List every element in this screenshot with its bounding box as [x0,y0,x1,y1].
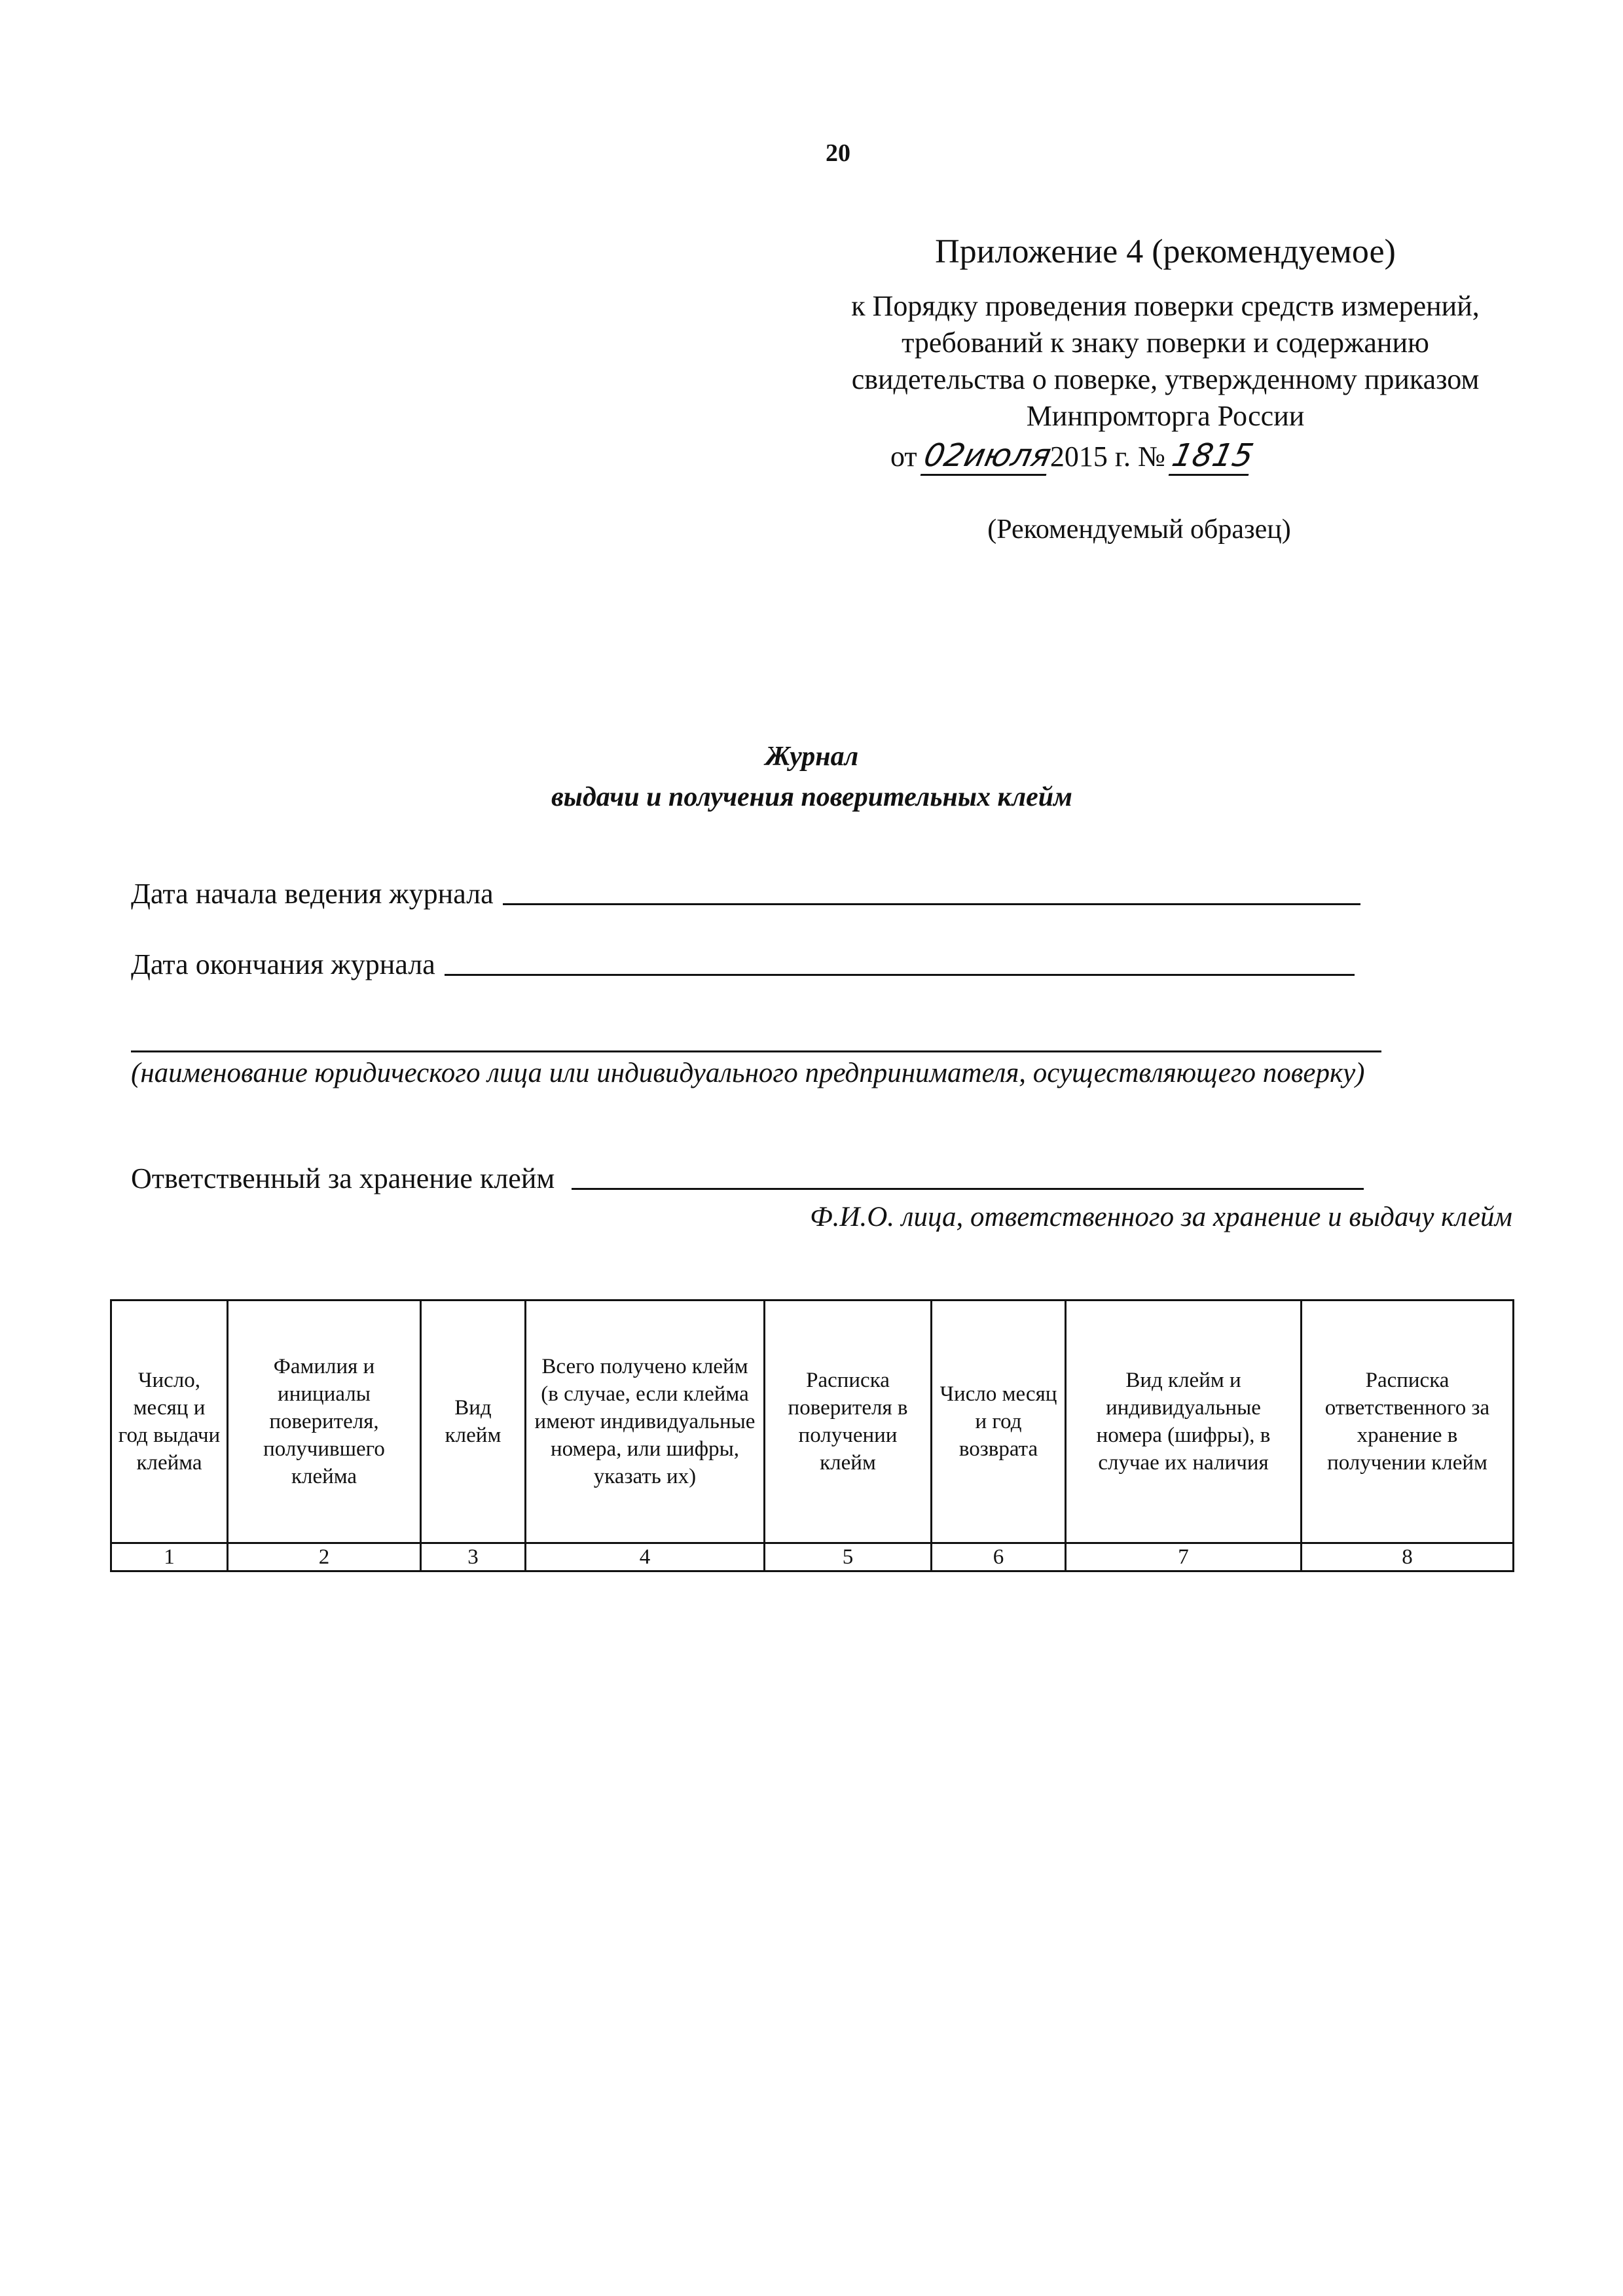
column-number: 3 [421,1543,526,1571]
order-line [890,437,1480,476]
journal-title [327,736,1296,817]
responsible-field[interactable] [572,1188,1364,1190]
column-number: 6 [932,1543,1066,1571]
end-date-field[interactable] [445,974,1355,976]
start-date-field[interactable] [503,903,1360,905]
appendix-line: требований к знаку поверки и содержанию [902,327,1429,359]
end-date-row [131,948,1414,981]
start-date-label: Дата начала ведения журнала [131,878,494,910]
column-number: 4 [526,1543,765,1571]
appendix-line: свидетельства о поверке, утвержденному приказом [851,363,1480,395]
entity-note: (наименование юридического лица или индивидуального предпринимателя, осуществляющего поверку) [131,1058,1365,1088]
responsible-note: Ф.И.О. лица, ответственного за хранение и выдачу клейм [810,1202,1512,1232]
responsible-label: Ответственный за хранение клейм [131,1162,555,1194]
header-verifier-receipt: Расписка поверителя в получении клейм [765,1300,932,1543]
order-prefix: от [890,440,917,473]
sample-label: (Рекомендуемый образец) [987,514,1291,545]
column-number: 7 [1066,1543,1302,1571]
page-number: 20 [826,139,850,167]
journal-title-line1: Журнал [765,742,859,772]
column-number: 1 [111,1543,228,1571]
journal-table [110,1299,1514,1572]
column-number: 5 [765,1543,932,1571]
header-verifier-name: Фамилия и инициалы поверителя, получившего клейма [228,1300,421,1543]
end-date-label: Дата окончания журнала [131,948,435,980]
entity-name-field[interactable] [131,1050,1381,1052]
order-year: 2015 г. № [1049,440,1165,473]
appendix-title: Приложение 4 (рекомендуемое) [935,233,1396,270]
appendix-line: к Порядку проведения поверки средств измерений, [851,290,1480,322]
header-total-received: Всего получено клейм (в случае, если клейма имеют индивидуальные номера, или шифры, указать их) [526,1300,765,1543]
header-issue-date: Число, месяц и год выдачи клейма [111,1300,228,1543]
handwritten-number: 1815 [1169,437,1257,476]
column-number: 2 [228,1543,421,1571]
header-custodian-receipt: Расписка ответственного за хранение в получении клейм [1302,1300,1514,1543]
table-header-row [111,1300,1514,1543]
handwritten-date: 02июля [920,437,1054,476]
column-number: 8 [1302,1543,1514,1571]
start-date-row [131,877,1414,910]
header-return-date: Число месяц и год возврата [932,1300,1066,1543]
column-number-row [111,1543,1514,1571]
journal-title-line2: выдачи и получения поверительных клейм [551,782,1072,812]
header-stamp-numbers: Вид клейм и индивидуальные номера (шифры), в случае их наличия [1066,1300,1302,1543]
appendix-reference [753,288,1578,435]
responsible-row [131,1162,1414,1195]
appendix-line: Минпромторга России [1026,400,1305,432]
header-stamp-type: Вид клейм [421,1300,526,1543]
